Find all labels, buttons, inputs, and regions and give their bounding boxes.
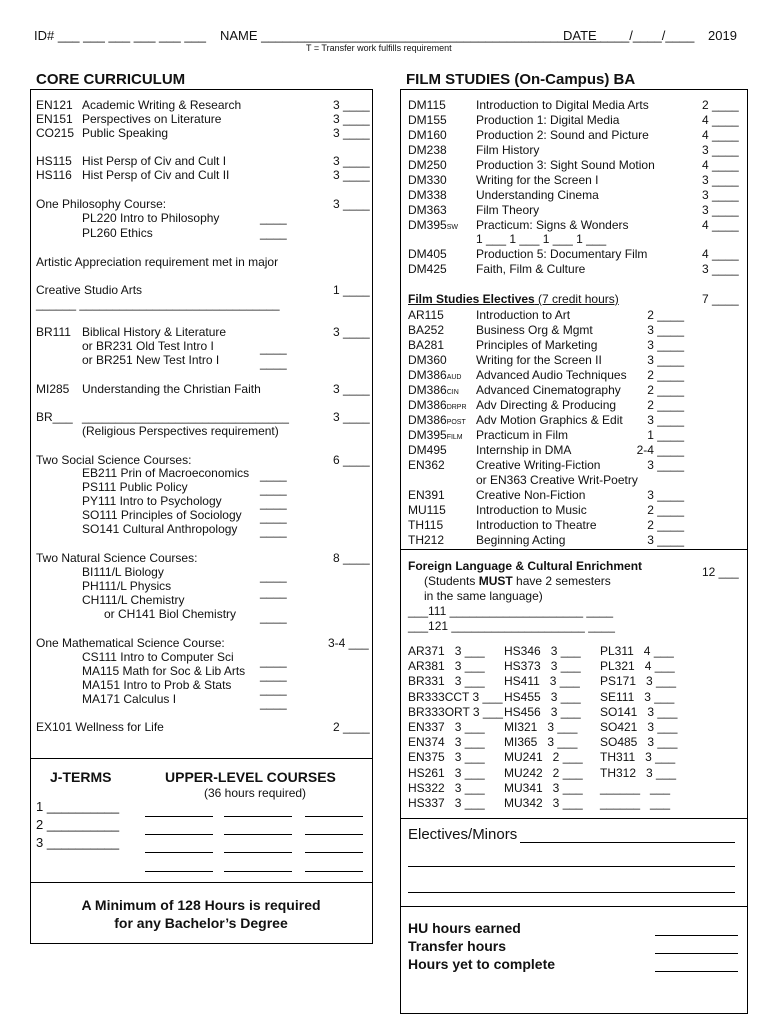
course-code: DM250 [408,158,447,172]
enrichment-course[interactable]: EN374 3 ___ [408,735,485,750]
course-code: MI285 [36,382,70,396]
social-label: Two Social Science Courses: [36,453,192,467]
course-name: Production 5: Documentary Film [476,247,648,261]
hours-blank[interactable]: 12 ___ [702,565,739,579]
course-code: DM338 [408,188,447,202]
course-name: Introduction to Theatre [476,518,597,532]
course-name: Adv Directing & Producing [476,398,617,412]
course-name: Introduction to Art [476,308,571,322]
upper-level-title: UPPER-LEVEL COURSES [165,769,336,785]
check-blank[interactable]: ____ [260,226,287,240]
hours-blank[interactable]: 3 ____ [647,458,684,472]
course-name: Writing for the Screen I [476,173,599,187]
course-code: DM155 [408,113,447,127]
course-code: DM160 [408,128,447,142]
course-code: DM425 [408,262,447,276]
practicum-blanks[interactable]: 1 ___ 1 ___ 1 ___ 1 ___ [476,232,607,246]
course-name: Academic Writing & Research [82,98,242,112]
philosophy-option: PL260 Ethics [82,226,153,240]
course-name: or EN363 Creative Writ-Poetry [476,473,638,487]
enrichment-course[interactable]: HS337 3 ___ [408,796,485,810]
course-code: TH212 [408,533,445,547]
jterm-line[interactable]: 2 __________ [36,817,120,832]
course-name: Advanced Audio Techniques [476,368,627,382]
electives-minors-label: Electives/Minors [408,826,518,843]
social-option: SO141 Cultural Anthropology [82,522,238,536]
course-code: BA281 [408,338,445,352]
enrichment-course[interactable]: PS171 3 ___ [600,674,677,689]
hours-blank[interactable]: 2 ____ [647,383,684,397]
enrichment-course[interactable]: SO141 3 ___ [600,704,678,719]
check-blank[interactable]: ____ [260,482,287,496]
course-code: DM363 [408,203,447,217]
natural-option: PH111/L Physics [82,579,172,593]
transfer-hours-label: Transfer hours [408,938,507,954]
math-option: MA115 Math for Soc & Lib Arts [82,664,246,678]
minimum-hours-line1: A Minimum of 128 Hours is required [81,897,321,913]
hours-blank[interactable]: 3 ____ [702,203,739,217]
hours-blank[interactable]: 3 ____ [647,353,684,367]
course-name: Hist Persp of Civ and Cult II [82,168,230,182]
course-name: Adv Motion Graphics & Edit [476,413,623,427]
date-field[interactable]: DATE ____/____/____ [563,28,695,43]
hours-blank[interactable]: 4 ____ [702,113,739,127]
hours-blank[interactable]: 8 ____ [333,551,370,565]
course-code: DM360 [408,353,447,367]
enrichment-course[interactable]: SE111 3 ___ [600,689,675,704]
hours-blank[interactable]: 2 ____ [647,518,684,532]
course-name: Practicum: Signs & Wonders [476,218,629,232]
course-name: Biblical History & Literature [82,325,227,339]
hours-blank[interactable]: 3 ____ [333,112,370,126]
course-name: Beginning Acting [476,533,566,547]
math-option: CS111 Intro to Computer Sci [82,650,234,664]
enrichment-course[interactable]: SO485 3 ___ [600,735,678,750]
course-name: Internship in DMA [476,443,572,457]
course-name: Creative Non-Fiction [476,488,586,502]
course-code: BR111 [36,325,71,339]
course-name: Writing for the Screen II [476,353,602,367]
foreign-note: (Students MUST have 2 semesters [424,574,611,588]
enrichment-course[interactable]: HS456 3 ___ [504,704,581,719]
social-option: PS111 Public Policy [82,480,188,494]
enrichment-course[interactable]: TH312 3 ___ [600,765,677,780]
check-blank[interactable]: ____ [260,510,287,524]
course-code: DM386AUD [408,368,462,382]
enrichment-course[interactable]: MI365 3 ___ [504,735,578,750]
check-blank[interactable]: ____ [260,356,287,370]
hours-blank[interactable]: 4 ____ [702,158,739,172]
hours-earned-blank[interactable] [655,935,738,936]
course-name: Film Theory [476,203,540,217]
hours-blank[interactable]: 3 ____ [702,188,739,202]
enrichment-course[interactable]: MU242 2 ___ [504,765,583,780]
hours-blank[interactable]: 1 ____ [333,283,370,297]
course-name: Understanding Cinema [476,188,599,202]
artistic-note: Artistic Appreciation requirement met in major [36,255,279,269]
minors-line[interactable] [520,842,735,843]
hours-blank[interactable]: 3 ____ [647,413,684,427]
course-name: Faith, Film & Culture [476,262,586,276]
math-option: MA171 Calculus I [82,692,177,706]
enrichment-course[interactable]: HS346 3 ___ [504,644,581,658]
enrichment-course[interactable]: BR333ORT 3 ___ [408,704,503,719]
foreign-note-2: in the same language) [424,589,543,603]
hours-blank[interactable]: 3 ____ [702,173,739,187]
enrichment-course[interactable]: HS411 3 ___ [504,674,580,689]
section-suffix: SW [446,224,458,231]
course-name: Perspectives on Literature [82,112,222,126]
course-code: CO215 [36,126,75,140]
enrichment-course[interactable]: TH311 3 ___ [600,750,676,765]
course-code: DM395SW [408,218,458,232]
jterms-title: J-TERMS [50,769,112,785]
check-blank[interactable]: ____ [260,610,287,624]
enrichment-course[interactable]: HS373 3 ___ [504,659,581,674]
hours-blank[interactable]: 3 ____ [333,154,370,168]
section-suffix: FILM [446,434,463,441]
course-code: EN362 [408,458,445,472]
creative-label: Creative Studio Arts [36,283,143,297]
enrichment-course[interactable]: EN337 3 ___ [408,720,485,734]
religious-note: (Religious Perspectives requirement) [82,424,279,438]
hours-blank[interactable]: 2 ____ [647,368,684,382]
jterm-line[interactable]: 3 __________ [36,835,120,850]
enrichment-course[interactable]: SO421 3 ___ [600,720,678,734]
philosophy-option: PL220 Intro to Philosophy [82,211,220,225]
hours-blank[interactable]: 3 ____ [647,338,684,352]
course-name: Production 2: Sound and Picture [476,128,649,142]
language-line[interactable]: ___111 ____________________ ____ [408,604,614,618]
natural-label: Two Natural Science Courses: [36,551,198,565]
transfer-note: T = Transfer work fulfills requirement [306,43,452,53]
br-course-blank[interactable]: _______________________________ [82,410,289,424]
film-divider-3 [400,906,747,907]
course-code: HS115 [36,154,72,168]
course-name: Practicum in Film [476,428,569,442]
electives-title: Film Studies Electives (7 credit hours) [408,292,619,306]
film-divider-2 [400,818,747,819]
hours-blank[interactable]: 3 ____ [333,98,370,112]
hours-blank[interactable]: 1 ____ [647,428,684,442]
br-code-blank[interactable]: BR___ [36,410,73,424]
math-label: One Mathematical Science Course: [36,636,225,650]
enrichment-course[interactable]: MI321 3 ___ [504,720,578,734]
enrichment-course[interactable]: MU342 3 ___ [504,796,583,810]
natural-option: or CH141 Biol Chemistry [104,607,237,621]
hours-blank[interactable]: 3 ____ [333,325,370,339]
course-code: DM386POST [408,413,466,427]
hours-earned-label: HU hours earned [408,920,521,936]
course-code: TH115 [408,518,444,532]
film-studies-title: FILM STUDIES (On-Campus) BA [406,71,636,88]
hours-blank[interactable]: 3 ____ [647,533,684,547]
course-name: Business Org & Mgmt [476,323,593,337]
hours-blank[interactable]: 4 ____ [702,247,739,261]
name-field[interactable]: NAME _______________________________________________ [220,28,601,43]
course-code: EN151 [36,112,73,126]
bible-alt: or BR251 New Test Intro I [82,353,220,367]
section-suffix: AUD [446,374,462,381]
minors-line[interactable] [408,892,735,893]
course-name: Production 1: Digital Media [476,113,620,127]
course-code: DM405 [408,247,447,261]
id-field[interactable]: ID# ___ ___ ___ ___ ___ ___ [34,28,207,43]
check-blank[interactable]: ____ [260,682,287,696]
upper-level-subtitle: (36 hours required) [204,786,307,800]
math-option: MA151 Intro to Prob & Stats [82,678,232,692]
social-option: SO111 Principles of Sociology [82,508,242,522]
check-blank[interactable]: ____ [260,696,287,710]
hours-blank[interactable]: 3 ____ [647,488,684,502]
course-code: EN121 [36,98,73,112]
wellness-label: EX101 Wellness for Life [36,720,164,734]
hours-blank[interactable]: 3 ____ [333,410,370,424]
hours-blank[interactable]: 2 ____ [702,98,739,112]
course-code: DM386CIN [408,383,459,397]
hours-blank[interactable]: 2-4 ____ [636,443,684,457]
philosophy-label: One Philosophy Course: [36,197,167,211]
course-name: Creative Writing-Fiction [476,458,601,472]
section-suffix: POST [446,419,466,426]
enrichment-course[interactable]: PL321 4 ___ [600,659,675,674]
hours-blank[interactable]: 3 ____ [702,262,739,276]
hours-blank[interactable]: 2 ____ [647,308,684,322]
hours-blank[interactable]: 3 ____ [647,323,684,337]
hours-blank[interactable]: 4 ____ [702,128,739,142]
hours-blank[interactable]: 3 ____ [702,143,739,157]
core-curriculum-title: CORE CURRICULUM [36,71,186,88]
hours-blank[interactable]: 2 ____ [647,398,684,412]
enrichment-course[interactable]: ______ ___ [600,780,671,795]
hours-yet-label: Hours yet to complete [408,956,556,972]
year-label: 2019 [708,28,737,43]
course-code: DM238 [408,143,447,157]
enrichment-course[interactable]: HS322 3 ___ [408,780,485,795]
language-line[interactable]: ___121 ____________________ ____ [408,619,615,633]
jterm-line[interactable]: 1 __________ [36,799,120,814]
check-blank[interactable]: ____ [260,496,287,510]
course-code: DM386DRPR [408,398,467,412]
hours-blank[interactable]: 6 ____ [333,453,370,467]
course-name: Introduction to Digital Media Arts [476,98,649,112]
course-name: Film History [476,143,540,157]
course-code: BA252 [408,323,445,337]
enrichment-course[interactable]: HS261 3 ___ [408,765,485,780]
enrichment-course[interactable]: PL311 4 ___ [600,644,674,658]
course-name: Principles of Marketing [476,338,598,352]
core-divider-2 [30,882,372,883]
hours-blank[interactable]: 7 ____ [702,292,739,306]
course-name: Production 3: Sight Sound Motion [476,158,655,172]
enrichment-course[interactable]: AR381 3 ___ [408,659,485,674]
check-blank[interactable]: ____ [260,569,287,583]
course-code: MU115 [408,503,446,517]
check-blank[interactable]: ____ [260,341,287,355]
enrichment-course[interactable]: MU241 2 ___ [504,750,583,765]
hours-blank[interactable]: 3 ____ [333,197,370,211]
natural-option: BI111/L Biology [82,565,164,579]
enrichment-course[interactable]: BR331 3 ___ [408,674,485,689]
hours-blank[interactable]: 3-4 ___ [328,636,369,650]
check-blank[interactable]: ____ [260,524,287,538]
check-blank[interactable]: ____ [260,668,287,682]
enrichment-course[interactable]: MU341 3 ___ [504,780,583,795]
course-name: Advanced Cinematography [476,383,621,397]
course-name: Hist Persp of Civ and Cult I [82,154,227,168]
check-blank[interactable]: ____ [260,585,287,599]
enrichment-course[interactable]: HS455 3 ___ [504,689,581,704]
enrichment-course[interactable]: EN375 3 ___ [408,750,485,765]
hours-blank[interactable]: 3 ____ [333,382,370,396]
natural-option: CH111/L Chemistry [82,593,185,607]
course-code: DM115 [408,98,446,112]
hours-blank[interactable]: 2 ____ [333,720,370,734]
minors-line[interactable] [408,866,735,867]
course-name: Introduction to Music [476,503,587,517]
social-option: EB211 Prin of Macroeconomics [82,466,250,480]
hours-blank[interactable]: 3 ____ [333,126,370,140]
hours-yet-blank[interactable] [655,971,738,972]
enrichment-course[interactable]: BR333CCT 3 ___ [408,689,503,704]
creative-blank[interactable]: ______ ______________________________ [36,297,280,311]
hours-blank[interactable]: 3 ____ [333,168,370,182]
course-code: DM495 [408,443,447,457]
enrichment-course[interactable]: ______ ___ [600,796,671,810]
enrichment-course[interactable]: AR371 3 ___ [408,644,485,658]
check-blank[interactable]: ____ [260,211,287,225]
social-option: PY111 Intro to Psychology [82,494,222,508]
course-code: HS116 [36,168,72,182]
check-blank[interactable]: ____ [260,654,287,668]
section-suffix: CIN [446,389,459,396]
film-divider [400,549,747,550]
core-divider [30,758,372,759]
bible-alt: or BR231 Old Test Intro I [82,339,214,353]
check-blank[interactable]: ____ [260,468,287,482]
foreign-language-title: Foreign Language & Cultural Enrichment [408,559,643,573]
course-name: Public Speaking [82,126,169,140]
section-suffix: DRPR [446,404,467,411]
minimum-hours-line2: for any Bachelor’s Degree [114,915,288,931]
course-code: AR115 [408,308,444,322]
course-code: EN391 [408,488,445,502]
hours-blank[interactable]: 4 ____ [702,218,739,232]
course-code: DM395FILM [408,428,463,442]
course-name: Understanding the Christian Faith [82,382,261,396]
hours-blank[interactable]: 2 ____ [647,503,684,517]
course-code: DM330 [408,173,447,187]
transfer-hours-blank[interactable] [655,953,738,954]
